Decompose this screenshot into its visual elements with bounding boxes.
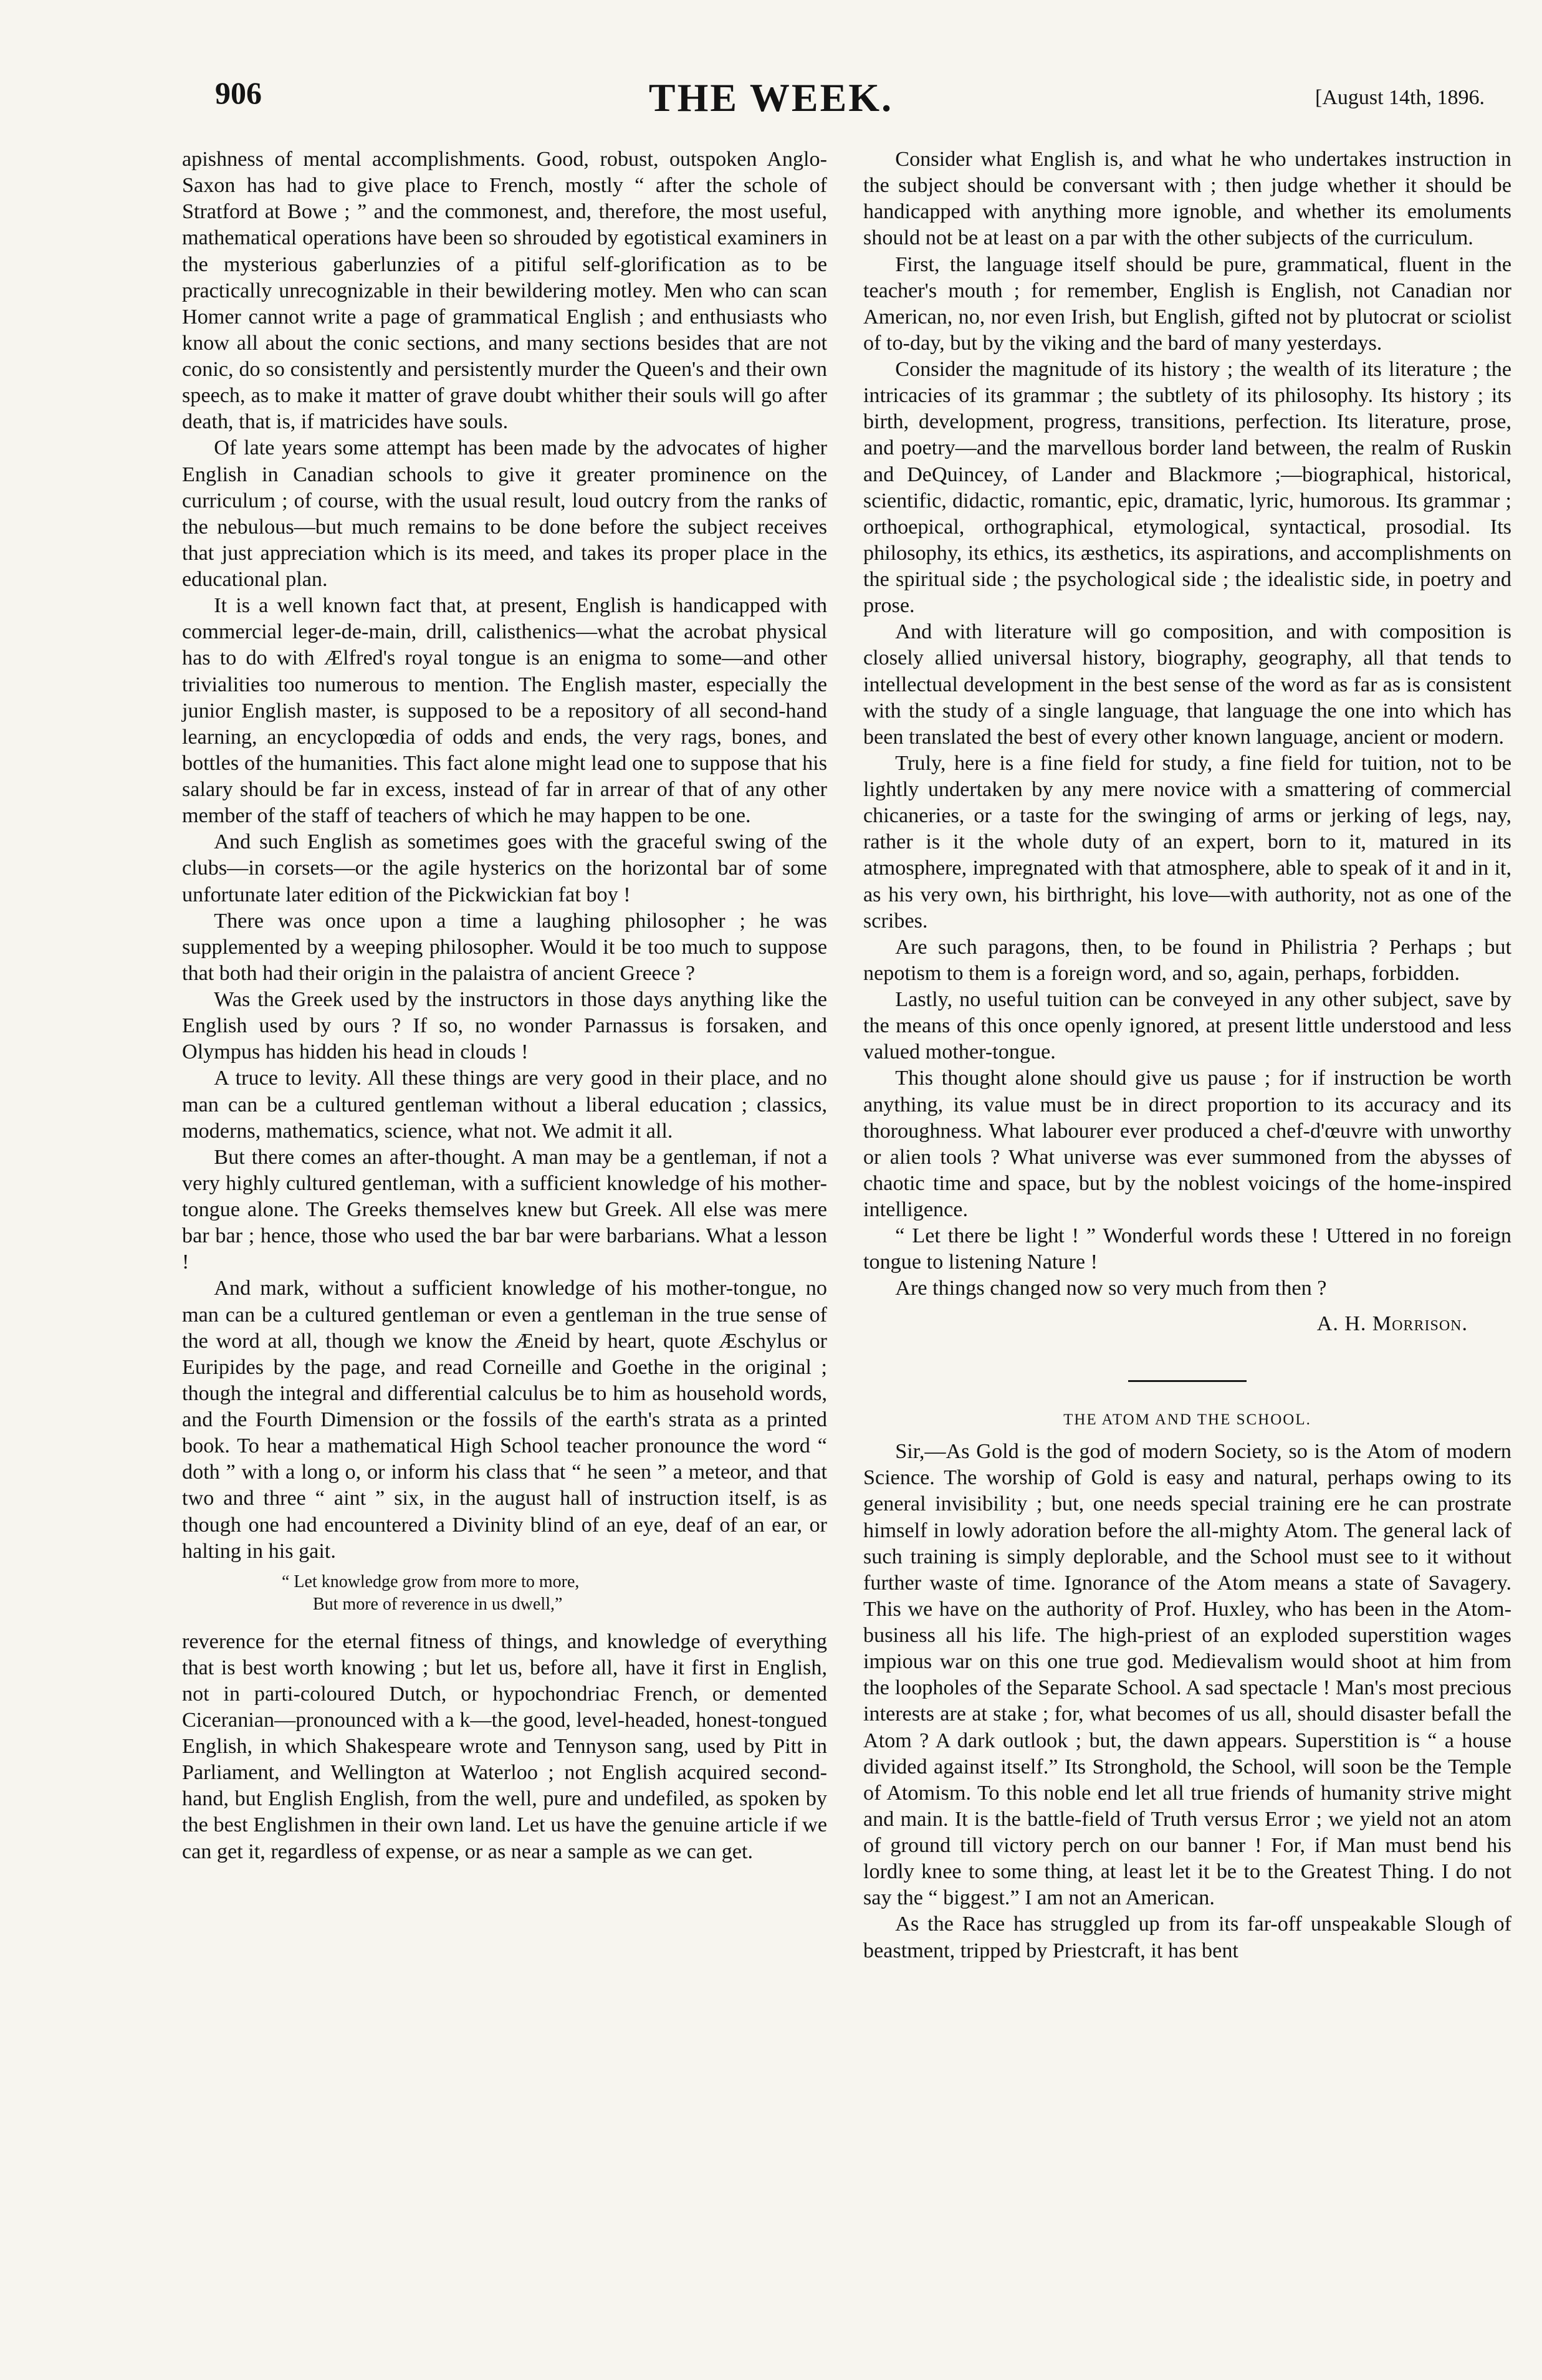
- paragraph: Was the Greek used by the instructors in those days anything like the English used by ours ? If so, no wonder Parnassus is forsaken, and Olympus has hidden his head in clouds !: [182, 988, 827, 1064]
- paragraph: And with literature will go composition, and with composition is closely allied universal history, biography, geography, all that tends to intellectual development in the best sense of the word as far as is consistent with the study of a single language, that language the one into which has been translated the best of every other known language, ancient or modern.: [863, 620, 1511, 749]
- poem-line: But more of reverence in us dwell,”: [313, 1595, 563, 1615]
- paragraph: Of late years some attempt has been made by the advocates of higher English in Canadian schools to give it greater prominence on the curriculum ; of course, with the usual result, loud outcry from the ranks of the nebulous—but much remains to be done before the subject receives that just appreciation which is its meed, and takes its proper place in the educational plan.: [182, 436, 827, 591]
- paragraph: First, the language itself should be pure, grammatical, fluent in the teacher's mouth ; for remember, English is English, not Canadian nor American, no, nor even Irish, but English, gifted not by plutocrat or sciolist of to-day, but by the viking and the bard of many yesterdays.: [863, 252, 1511, 355]
- page-header: [0, 75, 1542, 137]
- page-number: 906: [215, 75, 262, 110]
- author-signature: A. H. Morrison.: [1316, 1312, 1468, 1335]
- paragraph: Are things changed now so very much from then ?: [895, 1277, 1327, 1300]
- left-column: [182, 146, 827, 1865]
- paragraph: But there comes an after-thought. A man may be a gentleman, if not a very highly cultured gentleman, with a sufficient knowledge of his mother-tongue alone. The Greeks themselves knew but Greek. All else was mere bar bar ; hence, those who used the bar bar were barbarians. What a lesson !: [182, 1145, 827, 1274]
- paragraph: Consider the magnitude of its history ; the wealth of its literature ; the intricacies of its grammar ; the subtlety of its philosophy. Its history ; its birth, development, progress, transitions, perfection. Its literature, prose, and poetry—and the marvellous border land between, the realm of Ruskin and DeQuincey, of Lander and Blackmore ;—biographical, historical, scientific, didactic, romantic, epic, dramatic, lyric, humorous. Its grammar ; orthoepical, orthographical, etymological, syntactical, prosodial. Its philosophy, its ethics, its æsthetics, its aspirations, and accomplishments on the spiritual side ; the psychological side ; the idealistic side, in poetry and prose.: [863, 358, 1511, 618]
- paragraph: And mark, without a sufficient knowledge of his mother-tongue, no man can be a cultured gentleman or even a gentleman in the true sense of the word at all, though we know the Æneid by heart, quote Æschylus or Euripides by the page, and read Corneille and Goethe in the original ; though the integral and differential calculus be to him as household words, and the Fourth Dimension or the fossils of the earth's strata as a printed book. To hear a mathematical High School teacher pronounce the word “ doth ” with a long o, or inform his class that “ he seen ” a meteor, and that two and three “ aint ” six, in the august hall of instruction itself, is as though one had encountered a Divinity blind of an eye, deaf of an ear, or halting in his gait.: [182, 1277, 827, 1563]
- paragraph: Consider what English is, and what he who undertakes instruction in the subject should be conversant with ; then judge whether it should be handicapped with anything more ignoble, and whether its emoluments should not be at least on a par with the other subjects of the curriculum.: [863, 148, 1511, 250]
- paragraph: “ Let there be light ! ” Wonderful words these ! Uttered in no foreign tongue to listening Nature !: [863, 1224, 1511, 1274]
- paragraph: apishness of mental accomplishments. Good, robust, outspoken Anglo-Saxon has had to give place to French, mostly “ after the schole of Stratford at Bowe ; ” and the commonest, and, therefore, the most useful, mathematical operations have been so shrouded by egotistical examiners in the mysterious gaberlunzies of a pitiful self-glorification as to be practically unrecognizable in their bewildering motley. Men who can scan Homer cannot write a page of grammatical English ; and enthusiasts who know all about the conic sections, and many sections besides that are not conic, do so consistently and persistently murder the Queen's and their own speech, as to make it matter of grave doubt whither their souls will go after death, that is, if matricides have souls.: [182, 148, 827, 434]
- letter-paragraph: As the Race has struggled up from its far-off unspeakable Slough of beastment, tripped by Priestcraft, it has bent: [863, 1912, 1511, 1962]
- poem-quote: [182, 1571, 827, 1616]
- right-column: [863, 146, 1511, 1964]
- paragraph: reverence for the eternal fitness of things, and knowledge of everything that is best worth knowing ; but let us, before all, have it first in English, not in parti-coloured Dutch, or hypochondriac French, or demented Ciceranian—pronounced with a k—the good, level-headed, honest-tongued English, in which Shakespeare wrote and Tennyson sang, used by Pitt in Parliament, and Wellington at Waterloo ; not English acquired second-hand, but English English, from the well, pure and undefiled, as spoken by the best Englishmen in their own land. Let us have the genuine article if we can get it, regardless of expense, or as near a sample as we can get.: [182, 1629, 827, 1863]
- paragraph: A truce to levity. All these things are very good in their place, and no man can be a cultured gentleman without a liberal education ; classics, moderns, mathematics, science, what not. We admit it all.: [182, 1067, 827, 1143]
- paragraph: There was once upon a time a laughing philosopher ; he was supplemented by a weeping philosopher. Would it be too much to suppose that both had their origin in the palaistra of ancient Greece ?: [182, 909, 827, 985]
- masthead-title: THE WEEK.: [648, 75, 894, 120]
- letter-paragraph: Sir,—As Gold is the god of modern Society, so is the Atom of modern Science. The worship of Gold is easy and natural, perhaps owing to its general invisibility ; but, one needs special training ere he can prostrate himself in lowly adoration before the all-mighty Atom. The general lack of such training is simply deplorable, and the School must see to it without further waste of time. Ignorance of the Atom means a state of Savagery. This we have on the authority of Prof. Huxley, who has been in the Atom-business all his life. The high-priest of an exploded superstition wages impious war on this one true god. Medievalism would shoot at him from the loopholes of the Separate School. A sad spectacle ! Man's most precious interests are at stake ; for, what becomes of us all, should disaster befall the Atom ? A dark outlook ; but, the dawn appears. Superstition is “ a house divided against itself.” Its Stronghold, the School, will soon be the Temple of Atomism. To this noble end let all true friends of humanity strive might and main. It is the battle-field of Truth versus Error ; we yield not an atom of ground till victory perch on our banner ! For, if Man must bend his lordly knee to some thing, at least let it be to the Greatest Thing. I do not say the “ biggest.” I am not an American.: [863, 1440, 1511, 1910]
- paragraph: Are such paragons, then, to be found in Philistria ? Perhaps ; but nepotism to them is a foreign word, and so, again, perhaps, forbidden.: [863, 935, 1511, 985]
- section-title: THE ATOM AND THE SCHOOL.: [1063, 1411, 1311, 1429]
- paragraph: Lastly, no useful tuition can be conveyed in any other subject, save by the means of this once openly ignored, at present little understood and less valued mother-tongue.: [863, 988, 1511, 1064]
- poem-line: “ Let knowledge grow from more to more,: [282, 1571, 580, 1591]
- paragraph: Truly, here is a fine field for study, a fine field for tuition, not to be lightly undertaken by any mere novice with a smattering of commercial chicaneries, or a taste for the swinging of arms or jerking of legs, nay, rather is it the whole duty of an expert, born to it, matured in its atmosphere, impregnated with that atmosphere, able to speak of it and in it, as his very own, his birthright, his love—with authority, not as one of the scribes.: [863, 751, 1511, 933]
- section-divider: [1128, 1380, 1247, 1382]
- paragraph: And such English as sometimes goes with the graceful swing of the clubs—in corsets—or the agile hysterics on the horizontal bar of some unfortunate later edition of the Pickwickian fat boy !: [182, 830, 827, 906]
- paragraph: It is a well known fact that, at present, English is handicapped with commercial leger-de-main, drill, calisthenics—what the acrobat physical has to do with Ælfred's royal tongue is an enigma to some—and other trivialities too numerous to mention. The English master, especially the junior English master, is supposed to be a repository of all second-hand learning, an encyclopœdia of odds and ends, the very rags, bones, and bottles of the humanities. This fact alone might lead one to suppose that his salary should be far in excess, instead of far in arrear of that of any other member of the staff of teachers of which he may happen to be one.: [182, 594, 827, 828]
- issue-date: [August 14th, 1896.: [1315, 86, 1485, 109]
- paragraph: This thought alone should give us pause ; for if instruction be worth anything, its value must be in direct proportion to its accuracy and its thoroughness. What labourer ever produced a chef-d'œuvre with unworthy or alien tools ? What universe was ever summoned from the abysses of chaotic time and space, but by the noblest voicings of the home-inspired intelligence.: [863, 1067, 1511, 1221]
